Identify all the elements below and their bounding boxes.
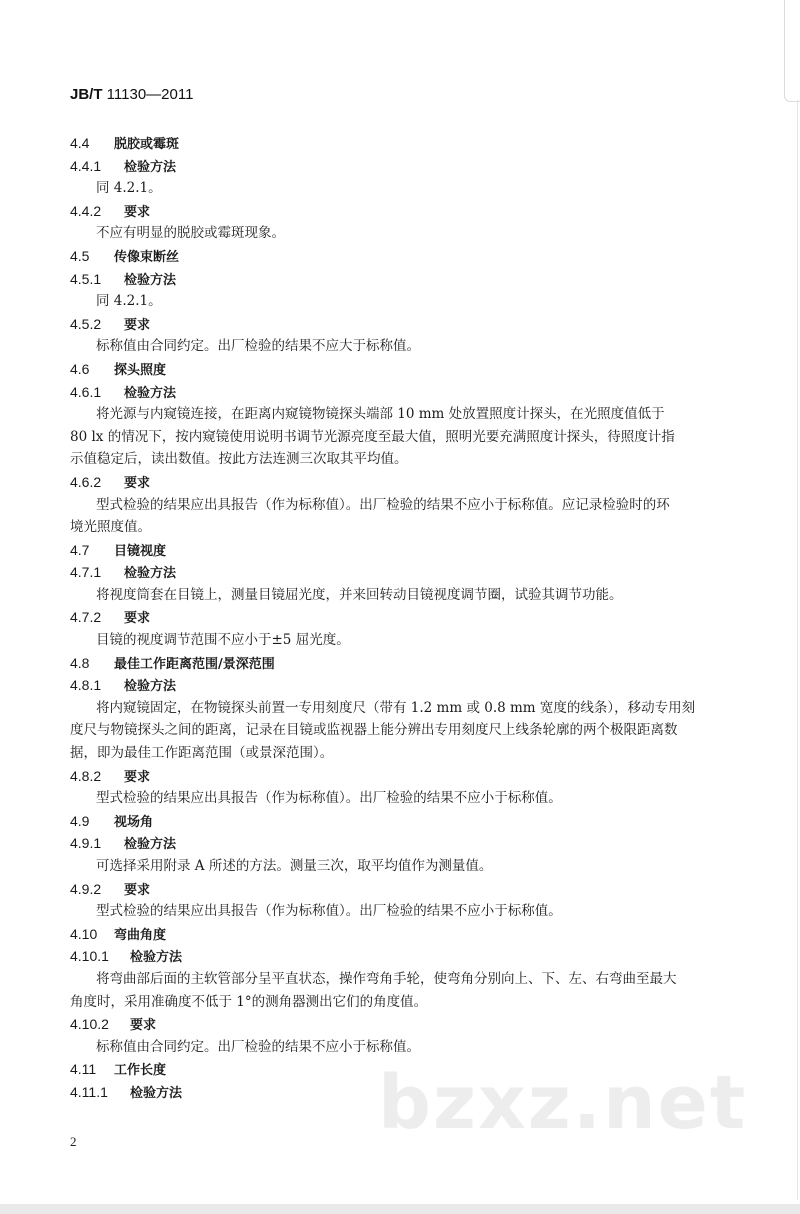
section-heading: [70, 539, 750, 562]
subsection-heading: [70, 832, 750, 855]
subsection-heading: [70, 200, 750, 223]
section-number: 4.11: [70, 1061, 97, 1078]
scrollbar-thumb[interactable]: [784, 0, 800, 102]
subsection-heading: [70, 945, 750, 968]
viewer-bottom-edge: [0, 1204, 800, 1214]
standard-code-prefix: JB/T: [70, 86, 103, 103]
paragraph-line: 同 4.2.1。: [96, 293, 162, 310]
standard-code-header: [70, 86, 193, 103]
paragraph-line: 同 4.2.1。: [96, 180, 162, 197]
subsection-heading: [70, 674, 750, 697]
standard-code-number: 11130—2011: [102, 86, 194, 103]
section-number: 4.6: [70, 360, 90, 377]
subsection-heading: [70, 313, 750, 336]
subsection-heading: [70, 268, 750, 291]
section-number: 4.9.2: [70, 880, 102, 897]
section-title: 弯曲角度: [114, 927, 167, 943]
section-title: 要求: [124, 317, 151, 333]
section-number: 4.8.1: [70, 677, 102, 694]
section-title: 探头照度: [114, 362, 167, 378]
paragraph-continuation: 80 lx 的情况下，按内窥镜使用说明书调节光源亮度至最大值，照明光要充满照度计探头，待照度计指: [70, 428, 675, 445]
scrollbar-track[interactable]: [797, 100, 798, 1200]
section-number: 4.5: [70, 247, 90, 264]
section-title: 检验方法: [124, 385, 177, 401]
subsection-heading: [70, 155, 750, 178]
section-title: 要求: [124, 769, 151, 785]
paragraph-line: 不应有明显的脱胶或霉斑现象。: [96, 225, 285, 242]
section-title: 视场角: [114, 814, 154, 830]
section-title: 要求: [124, 611, 151, 627]
section-number: 4.10: [70, 925, 98, 942]
section-number: 4.8: [70, 654, 90, 671]
section-heading: [70, 810, 750, 833]
paragraph-line: 型式检验的结果应出具报告（作为标称值）。出厂检验的结果不应小于标称值。应记录检验时的环: [96, 496, 670, 513]
subsection-heading: [70, 1013, 750, 1036]
section-number: 4.6.2: [70, 473, 102, 490]
section-title: 脱胶或霉斑: [114, 137, 180, 152]
section-number: 4.9: [70, 812, 90, 829]
section-title: 检验方法: [124, 159, 177, 175]
paragraph-line: 型式检验的结果应出具报告（作为标称值）。出厂检验的结果不应小于标称值。: [96, 790, 562, 807]
subsection-heading: [70, 606, 750, 629]
section-number: 4.7.1: [70, 564, 102, 581]
section-title: 检验方法: [130, 1085, 183, 1101]
paragraph-continuation: 示值稳定后，读出数值。按此方法连测三次取其平均值。: [70, 451, 408, 468]
section-number: 4.4: [70, 135, 90, 151]
section-heading: [70, 132, 750, 155]
paragraph-line: 标称值由合同约定。出厂检验的结果不应大于标称值。: [96, 338, 420, 355]
paragraph-line: 将光源与内窥镜连接，在距离内窥镜物镜探头端部 10 mm 处放置照度计探头，在光照度值低于: [96, 406, 665, 423]
section-number: 4.5.2: [70, 315, 102, 332]
paragraph-continuation: 据，即为最佳工作距离范围（或景深范围）。: [70, 745, 334, 762]
paragraph-line: 标称值由合同约定。出厂检验的结果不应小于标称值。: [96, 1038, 420, 1055]
paragraph-line: 将视度筒套在目镜上，测量目镜屈光度，并来回转动目镜视度调节圈，试验其调节功能。: [96, 586, 623, 603]
section-heading: [70, 358, 750, 381]
section-heading: [70, 245, 750, 268]
subsection-heading: [70, 471, 750, 494]
section-title: 检验方法: [124, 837, 177, 853]
paragraph-line: 型式检验的结果应出具报告（作为标称值）。出厂检验的结果不应小于标称值。: [96, 903, 562, 920]
section-title: 检验方法: [124, 679, 177, 695]
page-number: 2: [70, 1134, 77, 1149]
section-title: 要求: [124, 882, 151, 898]
section-number: 4.4.1: [70, 157, 102, 174]
section-title: 传像束断丝: [114, 249, 180, 265]
section-title: 工作长度: [114, 1063, 167, 1079]
watermark: bzxz.net: [378, 1060, 748, 1146]
section-title: 最佳工作距离范围/景深范围: [114, 656, 275, 672]
section-heading: [70, 923, 750, 946]
section-title: 目镜视度: [114, 543, 167, 559]
section-number: 4.8.2: [70, 767, 102, 784]
paragraph-line: 将内窥镜固定，在物镜探头前置一专用刻度尺（带有 1.2 mm 或 0.8 mm 宽度的线条），移动专用刻: [96, 699, 696, 716]
section-number: 4.7: [70, 541, 90, 558]
section-title: 要求: [130, 1018, 157, 1034]
paragraph-continuation: 境光照度值。: [70, 519, 151, 536]
document-body: [70, 132, 750, 1104]
section-title: 检验方法: [124, 272, 177, 288]
section-number: 4.10.1: [70, 948, 109, 965]
section-number: 4.5.1: [70, 270, 102, 287]
paragraph-line: 可选择采用附录 A 所述的方法。测量三次，取平均值作为测量值。: [96, 858, 493, 874]
paragraph-line: 将弯曲部后面的主软管部分呈平直状态，操作弯角手轮，使弯角分别向上、下、左、右弯曲至最大: [96, 970, 677, 987]
subsection-heading: [70, 765, 750, 788]
section-number: 4.10.2: [70, 1016, 109, 1033]
section-number: 4.11.1: [70, 1083, 108, 1100]
paragraph-continuation: 度尺与物镜探头之间的距离，记录在目镜或监视器上能分辨出专用刻度尺上线条轮廓的两个极限距离数: [70, 722, 678, 739]
paragraph-line: 目镜的视度调节范围不应小于±5 屈光度。: [96, 632, 350, 649]
section-heading: [70, 652, 750, 675]
section-title: 检验方法: [124, 566, 177, 582]
section-number: 4.9.1: [70, 835, 102, 852]
section-number: 4.7.2: [70, 609, 102, 626]
subsection-heading: [70, 381, 750, 404]
section-title: 检验方法: [130, 950, 183, 966]
section-number: 4.4.2: [70, 202, 102, 219]
paragraph-continuation: 角度时，采用准确度不低于 1°的测角器测出它们的角度值。: [70, 993, 428, 1010]
section-number: 4.6.1: [70, 383, 102, 400]
subsection-heading: [70, 878, 750, 901]
section-title: 要求: [124, 204, 151, 220]
subsection-heading: [70, 561, 750, 584]
section-title: 要求: [124, 475, 151, 491]
